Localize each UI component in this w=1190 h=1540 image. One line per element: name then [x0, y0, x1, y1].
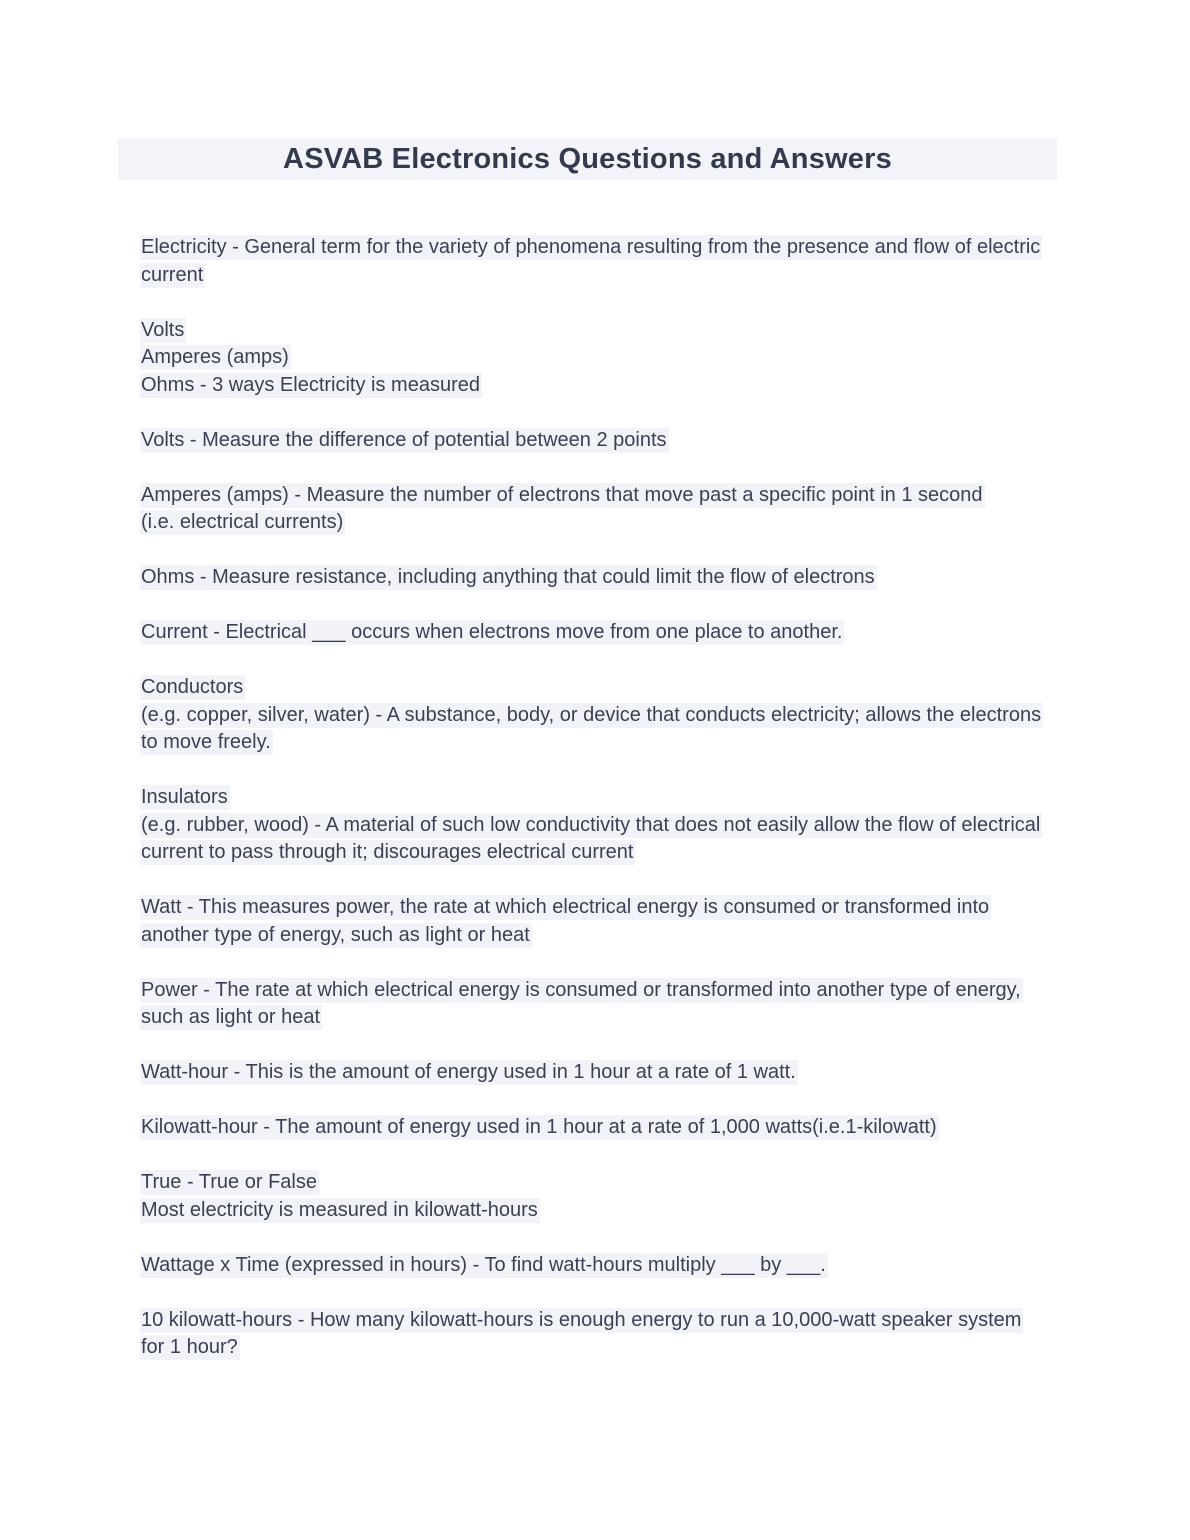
qa-line: (e.g. copper, silver, water) - A substance, body, or device that conducts electricity; allows the electrons to move freely.: [141, 703, 1042, 753]
qa-paragraph: [140, 482, 1048, 537]
qa-line: Volts: [141, 318, 185, 341]
qa-paragraph: [140, 977, 1048, 1032]
qa-line: Watt-hour - This is the amount of energy used in 1 hour at a rate of 1 watt.: [141, 1061, 796, 1083]
qa-paragraph: [140, 427, 1048, 455]
qa-line: Amperes (amps) - Measure the number of electrons that move past a specific point in 1 second: [141, 483, 983, 506]
qa-paragraph: [140, 317, 1048, 400]
qa-line: Insulators: [141, 786, 228, 808]
qa-line: Current - Electrical ___ occurs when electrons move from one place to another.: [141, 621, 843, 643]
page-title: ASVAB Electronics Questions and Answers: [118, 138, 1057, 180]
qa-paragraph: [140, 1114, 1048, 1142]
qa-line: True - True or False: [141, 1171, 317, 1193]
document-body: [140, 234, 1048, 1362]
qa-paragraph: [140, 1252, 1048, 1280]
qa-line: (e.g. rubber, wood) - A material of such low conductivity that does not easily allow the flow of electrical current to pass through it; discourages electrical current: [141, 813, 1041, 863]
qa-line: Most electricity is measured in kilowatt-hours: [141, 1198, 538, 1221]
qa-line: Electricity - General term for the variety of phenomena resulting from the presence and flow of electric current: [141, 236, 1041, 286]
qa-line: Wattage x Time (expressed in hours) - To find watt-hours multiply ___ by ___.: [141, 1253, 826, 1276]
qa-paragraph: [140, 619, 1048, 647]
qa-paragraph: [140, 1307, 1048, 1362]
qa-line: Ohms - Measure resistance, including anything that could limit the flow of electrons: [141, 566, 875, 588]
qa-paragraph: [140, 564, 1048, 592]
document-page: [0, 138, 1190, 1540]
qa-paragraph: [140, 674, 1048, 757]
qa-line: Conductors: [141, 676, 244, 698]
qa-line: Ohms - 3 ways Electricity is measured: [141, 373, 480, 396]
qa-line: (i.e. electrical currents): [141, 511, 344, 533]
qa-paragraph: [140, 784, 1048, 867]
qa-paragraph: [140, 1169, 1048, 1224]
qa-line: Watt - This measures power, the rate at which electrical energy is consumed or transformed into another type of energy, such as light or heat: [141, 896, 990, 946]
qa-line: Volts - Measure the difference of potential between 2 points: [141, 428, 667, 451]
qa-line: Power - The rate at which electrical energy is consumed or transformed into another type of energy, such as light or heat: [141, 978, 1021, 1028]
qa-line: 10 kilowatt-hours - How many kilowatt-hours is enough energy to run a 10,000-watt speaker system for 1 hour?: [141, 1308, 1022, 1358]
qa-paragraph: [140, 234, 1048, 289]
qa-paragraph: [140, 894, 1048, 949]
qa-paragraph: [140, 1059, 1048, 1087]
qa-line: Amperes (amps): [141, 346, 289, 368]
qa-line: Kilowatt-hour - The amount of energy used in 1 hour at a rate of 1,000 watts(i.e.1-kilowatt): [141, 1116, 937, 1138]
